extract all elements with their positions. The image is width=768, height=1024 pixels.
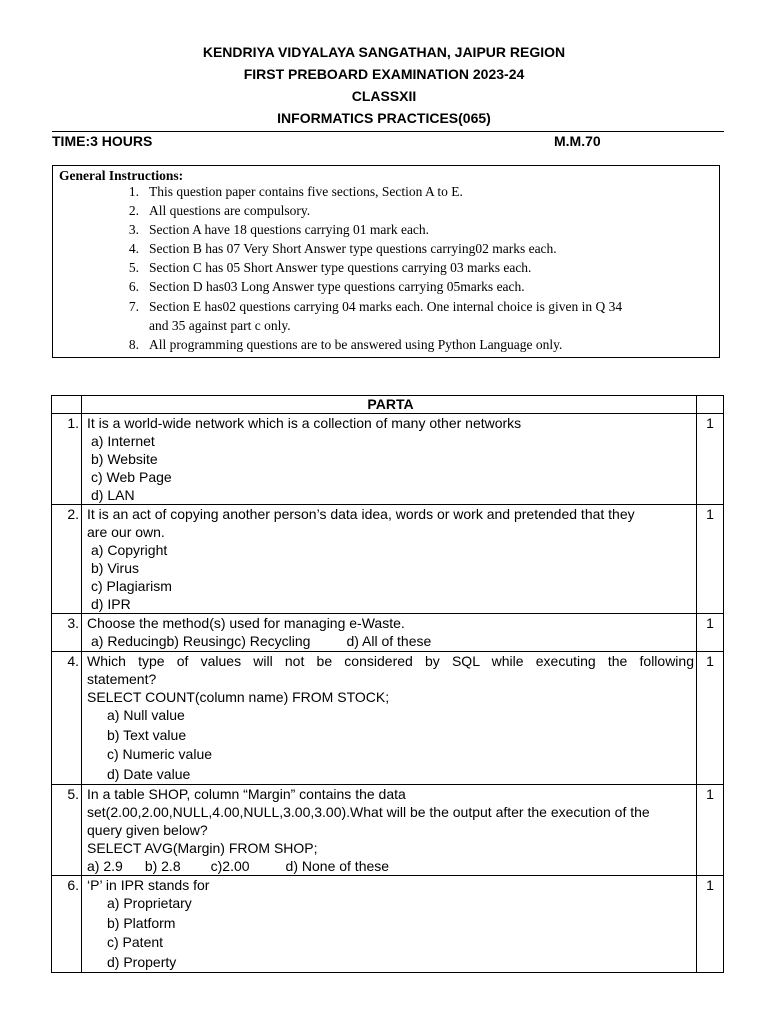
option: c)2.00 bbox=[210, 858, 250, 874]
question-row bbox=[52, 785, 724, 876]
instruction-text: Section C has 05 Short Answer type questions carrying 03 marks each. bbox=[149, 260, 532, 275]
question-text: ‘P’ in IPR stands for bbox=[87, 877, 210, 893]
option: c) Patent bbox=[107, 934, 164, 950]
option: d) Date value bbox=[107, 765, 191, 782]
question-text: SELECT COUNT(column name) FROM STOCK; bbox=[87, 689, 390, 705]
option: b) 2.8 bbox=[144, 858, 181, 874]
option: b) Platform bbox=[107, 914, 176, 931]
option: c) Web Page bbox=[91, 469, 172, 485]
instruction-text: Section B has 07 Very Short Answer type questions carrying02 marks each. bbox=[149, 241, 557, 256]
option: c) Plagiarism bbox=[91, 578, 172, 594]
time-marks-row bbox=[52, 131, 724, 150]
option: a) Internet bbox=[91, 433, 155, 449]
question-marks: 1 bbox=[697, 652, 724, 785]
option-row bbox=[87, 632, 694, 650]
question-body bbox=[82, 785, 697, 876]
question-body bbox=[82, 414, 697, 505]
instruction-text: and 35 against part c only. bbox=[149, 318, 291, 333]
option: a) Proprietary bbox=[107, 895, 192, 911]
question-number: 1. bbox=[52, 414, 82, 505]
option: a) Null value bbox=[107, 707, 185, 723]
option: b) Website bbox=[91, 451, 158, 467]
option: d) None of these bbox=[285, 858, 390, 874]
question-body bbox=[82, 876, 697, 973]
school-title: KENDRIYA VIDYALAYA SANGATHAN, JAIPUR REGION bbox=[202, 44, 566, 60]
instruction-number: 7. bbox=[128, 299, 139, 314]
option: a) Reducingb) Reusingc) Recycling bbox=[91, 633, 311, 649]
instruction-number: 6. bbox=[128, 279, 139, 294]
instruction-text: This question paper contains five sections, Section A to E. bbox=[149, 184, 463, 199]
part-heading: PARTA bbox=[82, 396, 697, 414]
subject-title: INFORMATICS PRACTICES(065) bbox=[277, 110, 491, 126]
question-text: are our own. bbox=[87, 524, 165, 540]
part-header-row bbox=[52, 396, 724, 414]
instruction-text: Section D has03 Long Answer type questions carrying 05marks each. bbox=[149, 279, 525, 294]
instruction-number: 4. bbox=[128, 241, 139, 256]
instruction-number: 5. bbox=[128, 260, 139, 275]
question-marks: 1 bbox=[697, 785, 724, 876]
question-text: In a table SHOP, column “Margin” contains the data bbox=[87, 786, 406, 802]
question-row bbox=[52, 652, 724, 785]
instructions-title: General Instructions: bbox=[59, 168, 184, 183]
questions-table bbox=[51, 395, 724, 973]
instruction-number: 3. bbox=[128, 222, 139, 237]
question-text: SELECT AVG(Margin) FROM SHOP; bbox=[87, 840, 318, 856]
instruction-number: 1. bbox=[128, 184, 139, 199]
question-number: 2. bbox=[52, 505, 82, 614]
option: d) IPR bbox=[91, 596, 131, 612]
question-number: 6. bbox=[52, 876, 82, 973]
question-text: Which type of values will not be considered by SQL while executing the following bbox=[87, 653, 694, 669]
question-number: 5. bbox=[52, 785, 82, 876]
question-text: Choose the method(s) used for managing e-Waste. bbox=[87, 615, 405, 631]
option: d) All of these bbox=[346, 633, 432, 649]
option: a) 2.9 bbox=[87, 858, 123, 874]
question-marks: 1 bbox=[697, 414, 724, 505]
question-text: statement? bbox=[87, 671, 157, 687]
question-text: It is a world-wide network which is a collection of many other networks bbox=[87, 415, 522, 431]
question-text: query given below? bbox=[87, 822, 208, 838]
question-row bbox=[52, 414, 724, 505]
question-row bbox=[52, 614, 724, 652]
instruction-text: Section A have 18 questions carrying 01 mark each. bbox=[149, 222, 430, 237]
time-label: TIME:3 HOURS bbox=[52, 133, 153, 149]
instruction-text: All questions are compulsory. bbox=[149, 203, 311, 218]
option: a) Copyright bbox=[91, 542, 168, 558]
question-row bbox=[52, 505, 724, 614]
question-marks: 1 bbox=[697, 505, 724, 614]
exam-title: FIRST PREBOARD EXAMINATION 2023-24 bbox=[243, 66, 525, 82]
max-marks-label: M.M.70 bbox=[554, 133, 601, 149]
option: d) LAN bbox=[91, 487, 135, 503]
option-row bbox=[87, 857, 694, 875]
instruction-text: All programming questions are to be answered using Python Language only. bbox=[149, 337, 563, 352]
question-body bbox=[82, 652, 697, 785]
question-number: 4. bbox=[52, 652, 82, 785]
instruction-text: Section E has02 questions carrying 04 marks each. One internal choice is given in Q 34 bbox=[149, 299, 623, 314]
option: b) Text value bbox=[107, 726, 187, 743]
instruction-number: 2. bbox=[128, 203, 139, 218]
general-instructions-box bbox=[52, 165, 720, 358]
question-text: It is an act of copying another person’s data idea, words or work and pretended that they bbox=[87, 506, 635, 522]
question-text: set(2.00,2.00,NULL,4.00,NULL,3.00,3.00).What will be the output after the execution of the bbox=[87, 804, 650, 820]
question-marks: 1 bbox=[697, 876, 724, 973]
blank-cell bbox=[697, 396, 724, 414]
blank-cell bbox=[52, 396, 82, 414]
question-marks: 1 bbox=[697, 614, 724, 652]
option: d) Property bbox=[107, 953, 177, 970]
class-title: CLASSXII bbox=[351, 88, 417, 104]
option: b) Virus bbox=[91, 560, 139, 576]
question-number: 3. bbox=[52, 614, 82, 652]
question-body bbox=[82, 614, 697, 652]
question-row bbox=[52, 876, 724, 973]
instruction-number: 8. bbox=[128, 337, 139, 352]
option: c) Numeric value bbox=[107, 746, 213, 762]
question-body bbox=[82, 505, 697, 614]
